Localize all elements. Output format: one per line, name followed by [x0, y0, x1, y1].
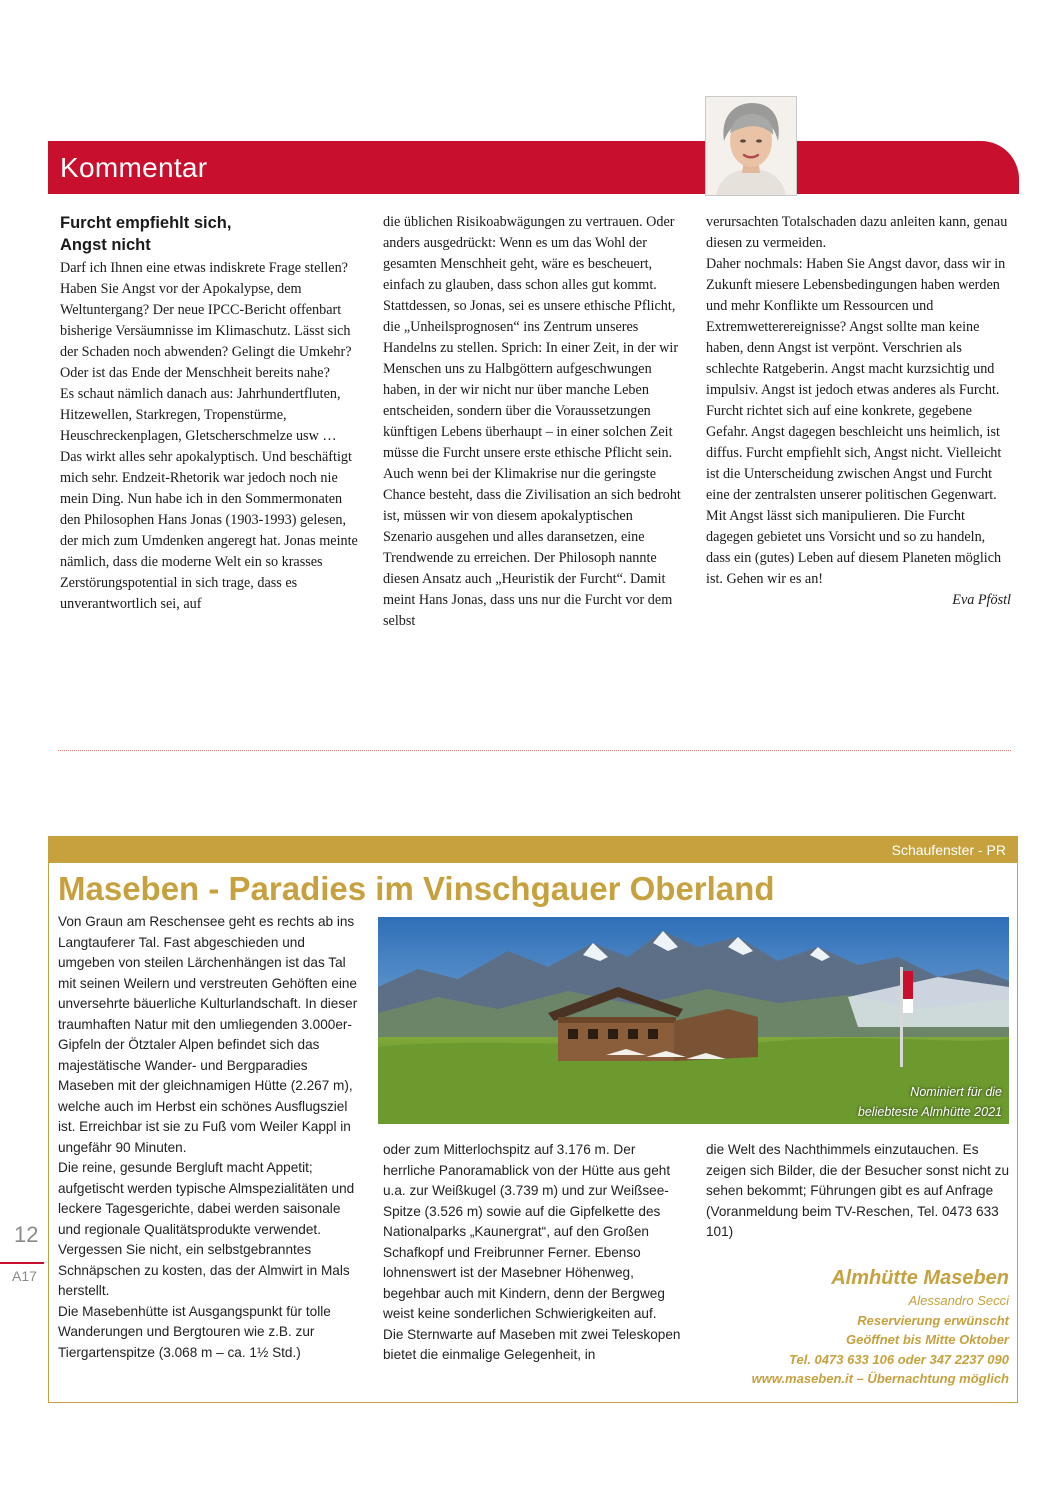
kommentar-headline [60, 212, 360, 256]
kommentar-headline-line2: Angst nicht [60, 236, 151, 254]
kommentar-author: Eva Pföstl [952, 592, 1011, 608]
photo-caption [858, 1082, 1002, 1122]
kommentar-text-1: Darf ich Ihnen eine etwas indiskrete Frage stellen? Haben Sie Angst vor der Apokalypse, dem Weltuntergang? Der neue IPCC-Bericht offenbart bisherige Versäumnisse im Klimaschutz. Lässt sich der Schaden noch abwenden? Gelingt die Umkehr? Oder ist das Ende der Menschheit bereits nahe? Es schaut nämlich danach aus: Jahrhundertfluten, Hitzewellen, Starkregen, Tropenstürme, Heuschreckenplagen, Gletscherschmelze usw … Das wirkt alles sehr apokalyptisch. Und beschäftigt mich sehr. Endzeit-Rhetorik war jedoch noch nie mein Ding. Nun habe ich in den Sommermonaten den Philosophen Hans Jonas (1903-1993) gelesen, der mich zum Umdenken angeregt hat. Jonas meinte nämlich, dass die moderne Welt ein so krasses Zerstörungspotential in sich trage, dass es unverantwortlich sei, auf [60, 260, 358, 612]
kommentar-column-3 [706, 212, 1011, 611]
schaufenster-tag: Schaufenster - PR [891, 842, 1006, 858]
schaufenster-text-3: die Welt des Nachthimmels einzutauchen. Es zeigen sich Bilder, die der Besucher sonst nicht zu sehen bekommt; Führungen gibt es auf Anfrage (Voranmeldung beim TV-Reschen, Tel. 0473 633 101) [706, 1142, 1010, 1239]
photo-caption-line2: beliebteste Almhütte 2021 [857, 1105, 1002, 1119]
page-number: 12 [14, 1222, 39, 1247]
schaufenster-column-2 [383, 1140, 689, 1366]
contact-reservation: Reservierung erwünscht [857, 1312, 1009, 1328]
schaufenster-bar [48, 836, 1018, 863]
kommentar-column-1 [60, 212, 360, 615]
kommentar-title: Kommentar [60, 152, 208, 183]
section-divider [58, 750, 1011, 751]
contact-name: Almhütte Maseben [831, 1267, 1009, 1289]
schaufenster-column-3 [706, 1140, 1010, 1243]
kommentar-text-2: die üblichen Risikoabwägungen zu vertrauen. Oder anders ausgedrückt: Wenn es um das Wohl der gesamten Menschheit geht, wäre es bescheuert, einfach zu glauben, dass schon alles gut kommt. Stattdessen, so Jonas, sei es unsere ethische Pflicht, die „Unheilsprognosen“ ins Zentrum unseres Handelns zu stellen. Sprich: In einer Zeit, in der wir Menschen uns zu Halbgöttern aufgeschwungen haben, in der wir nicht nur über manche Leben entscheiden, sondern über die Voraussetzungen künftigen Lebens überhaupt – in einer solchen Zeit müsse die Furcht unsere erste ethische Pflicht sein. Auch wenn bei der Klimakrise nur die geringste Chance besteht, dass die Zivilisation an sich bedroht ist, müssen wir von diesem apokalyptischen Szenario ausgehen und alles daransetzen, eine Trendwende zu erreichen. Der Philosoph nannte diesen Ansatz auch „Heuristik der Furcht“. Damit meint Hans Jonas, dass uns nur die Furcht vor dem selbst [383, 214, 681, 629]
contact-block [752, 1265, 1009, 1389]
contact-opening: Geöffnet bis Mitte Oktober [846, 1332, 1009, 1347]
page-code: A17 [12, 1268, 37, 1284]
contact-website: www.maseben.it – Übernachtung möglich [751, 1371, 1009, 1386]
author-portrait [705, 96, 797, 196]
kommentar-text-3: verursachten Totalschaden dazu anleiten kann, genau diesen zu vermeiden. Daher nochmals: Haben Sie Angst davor, dass wir in Zukunft miesere Lebensbedingungen haben werden und mehr Konflikte um Ressourcen und Extremwetterereignisse? Angst sollte man keine haben, denn Angst ist verpönt. Verschrien als schlechte Ratgeberin. Angst macht kurzsichtig und impulsiv. Angst ist jedoch etwas anderes als Furcht. Furcht richtet sich auf eine konkrete, gegebene Gefahr. Angst dagegen beschleicht uns heimlich, ist diffus. Furcht empfiehlt sich, Angst nicht. Vielleicht ist die Unterscheidung zwischen Angst und Furcht eine der zentralsten unserer politischen Gegenwart. Mit Angst lässt sich manipulieren. Die Furcht dagegen gebietet uns Vorsicht und so zu handeln, dass ein (gutes) Leben auf diesem Planeten möglich ist. Gehen wir es an! [706, 214, 1008, 587]
kommentar-column-2 [383, 212, 683, 632]
schaufenster-column-1 [58, 912, 364, 1363]
schaufenster-text-2: oder zum Mitterlochspitz auf 3.176 m. Der herrliche Panoramablick von der Hütte aus geht u.a. zur Weißkugel (3.739 m) und zur Weißsee-Spitze (3.526 m) sowie auf die Gipfelkette des Nationalparks „Kaunergrat“, auf den Großen Schafkopf und Freibrunner Ferner. Ebenso lohnenswert ist der Masebner Höhenweg, begehbar auch mit Kindern, denn der Bergweg weist keine sonderlichen Schwierigkeiten auf. Die Sternwarte auf Maseben mit zwei Teleskopen bietet die einmalige Gelegenheit, in [383, 1142, 681, 1362]
schaufenster-text-1: Von Graun am Reschensee geht es rechts ab ins Langtauferer Tal. Fast abgeschieden und umgeben von steilen Lärchenhängen ist das Tal mit seinen Weilern und verstreuten Gehöften eine unversehrte bäuerliche Kulturlandschaft. In dieser traumhaften Natur mit den umliegenden 3.000er-Gipfeln der Ötztaler Alpen befindet sich das majestätische Wander- und Bergparadies Maseben mit der gleichnamigen Hütte (2.267 m), welche auch im Herbst ein schönes Ausflugsziel ist. Erreichbar ist sie zu Fuß vom Weiler Kappl in ungefähr 90 Minuten. Die reine, gesunde Bergluft macht Appetit; aufgetischt werden typische Almspezialitäten und leckere Tagesgerichte, dabei werden saisonale und regionale Qualitätsprodukte verwendet. Vergessen Sie nicht, ein selbstgebranntes Schnäpschen zu kosten, das der Almwirt in Mals herstellt. Die Masebenhütte ist Ausgangspunkt für tolle Wanderungen und Bergtouren wie z.B. zur Tiergartenspitze (3.068 m – ca. 1½ Std.) [58, 914, 358, 1360]
contact-phone: Tel. 0473 633 106 oder 347 2237 090 [789, 1351, 1009, 1367]
photo-caption-line1: Nominiert für die [910, 1085, 1002, 1099]
kommentar-headline-line1: Furcht empfiehlt sich, [60, 214, 232, 232]
schaufenster-title: Maseben - Paradies im Vinschgauer Oberland [58, 870, 775, 907]
contact-person: Alessandro Secci [908, 1293, 1009, 1308]
author-portrait-image [706, 97, 796, 195]
page-number-rule [0, 1262, 44, 1264]
